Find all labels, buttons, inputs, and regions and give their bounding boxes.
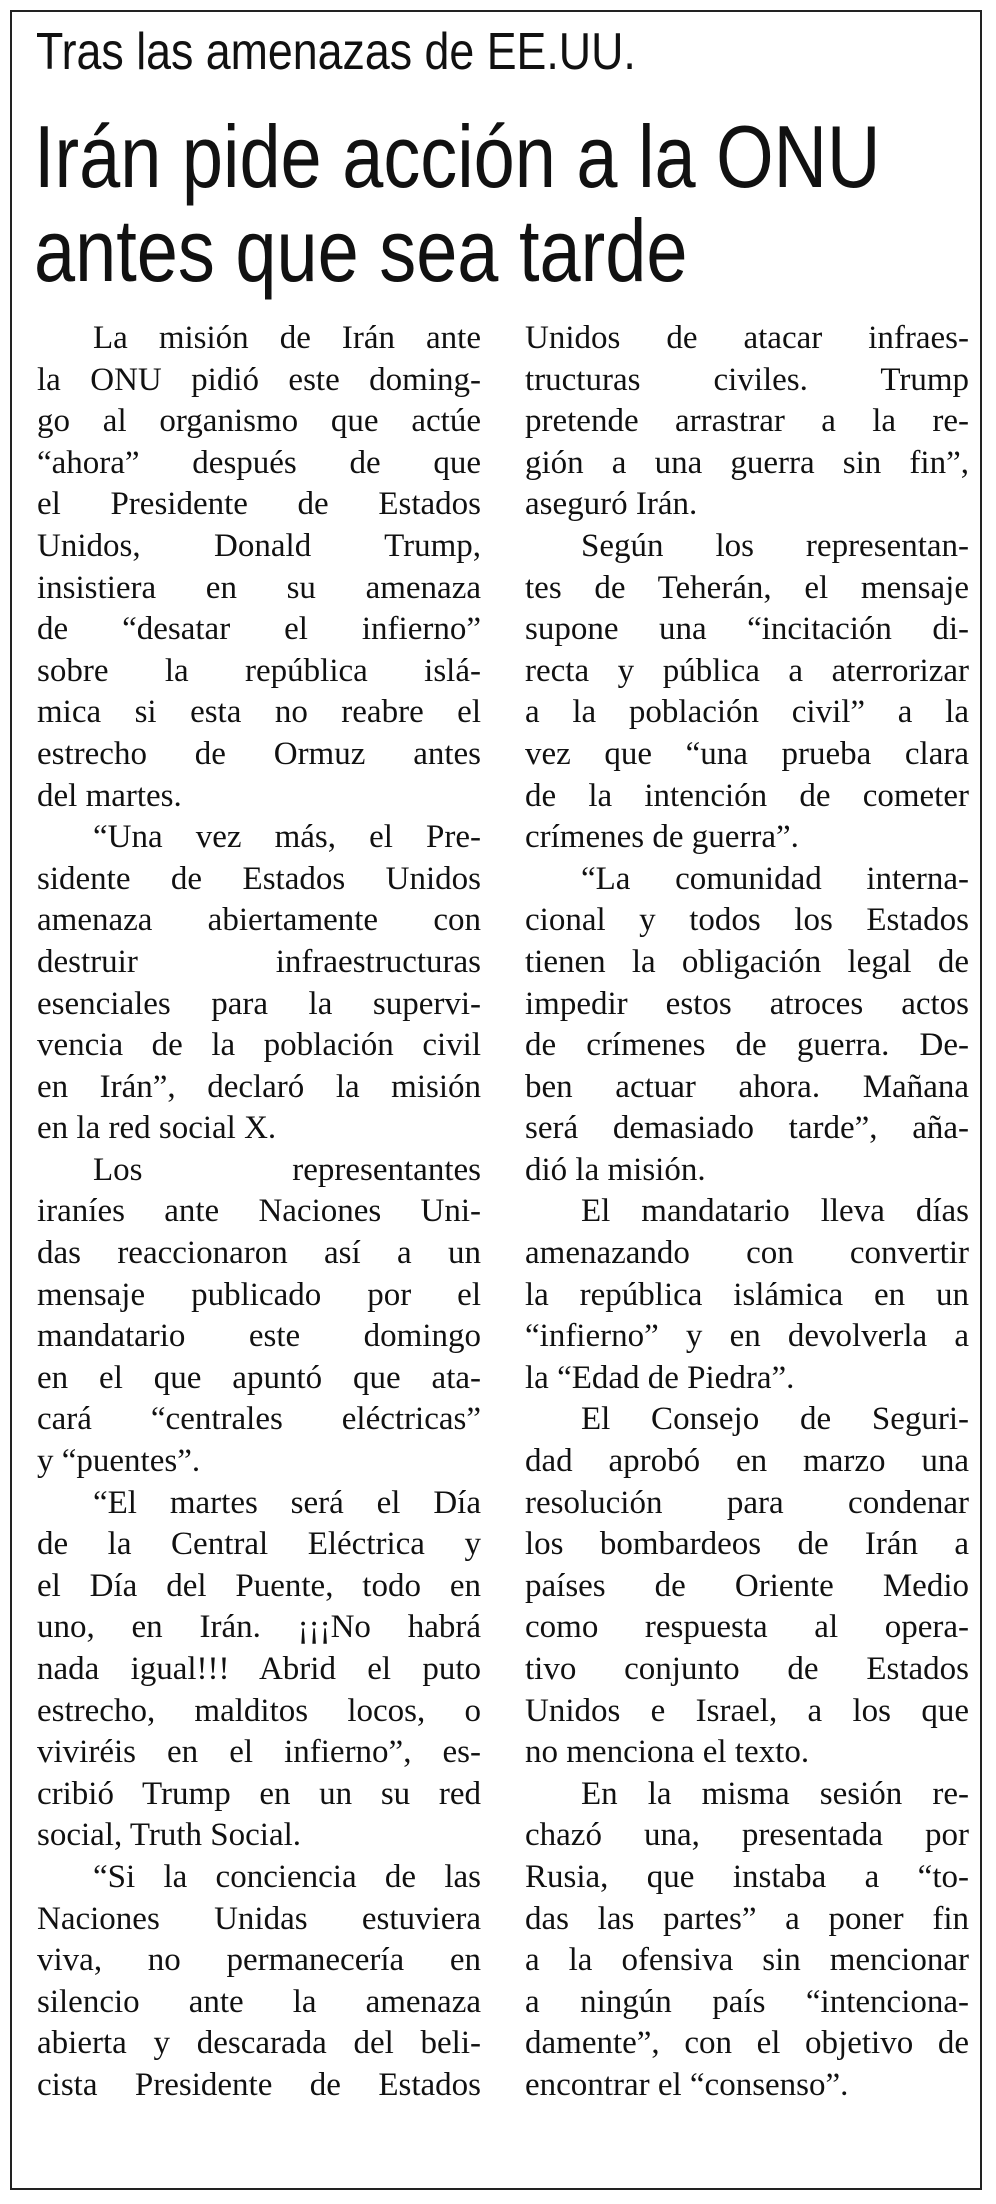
article-column-left (37, 318, 481, 2107)
body-text-line: de la intención de cometer (525, 777, 969, 814)
body-text-line: y “puentes”. (37, 1443, 201, 1480)
body-text-line: Unidos, Donald Trump, (37, 527, 481, 564)
body-text-line: a la población civil” a la (525, 694, 969, 731)
body-text-line: En la misma sesión re- (581, 1775, 969, 1812)
body-text-line: iraníes ante Naciones Uni- (37, 1193, 481, 1230)
body-text-line: aseguró Irán. (525, 486, 698, 523)
body-text-line: El Consejo de Seguri- (581, 1401, 969, 1438)
body-text-line: ben actuar ahora. Mañana (525, 1068, 969, 1105)
body-text-line: uno, en Irán. ¡¡¡No habrá (37, 1609, 481, 1646)
body-text-line: dad aprobó en marzo una (525, 1443, 969, 1480)
body-text-line: das reaccionaron así a un (37, 1235, 481, 1272)
body-text-line: Unidos de atacar infraes- (525, 320, 969, 356)
body-text-line: a la ofensiva sin mencionar (525, 1942, 969, 1979)
body-text-line: El mandatario lleva días (581, 1193, 969, 1230)
body-text-line: “La comunidad interna- (581, 860, 969, 897)
body-text-line: encontrar el “consenso”. (525, 2066, 849, 2103)
body-text-line: vencia de la población civil (37, 1027, 481, 1064)
article-column-right (525, 318, 969, 2107)
body-text-line: tes de Teherán, el mensaje (525, 569, 969, 606)
body-text-line: los bombardeos de Irán a (525, 1526, 969, 1563)
body-text-line: dió la misión. (525, 1151, 706, 1188)
body-text-line: la ONU pidió este doming- (37, 361, 481, 398)
body-text-line: no menciona el texto. (525, 1734, 810, 1771)
body-text-line: sidente de Estados Unidos (37, 860, 481, 897)
body-text-line: damente”, con el objetivo de (525, 2025, 969, 2062)
body-text-line: nada igual!!! Abrid el puto (37, 1651, 481, 1687)
body-text-line: supone una “incitación di- (525, 611, 969, 648)
body-text-line: “ahora” después de que (37, 444, 481, 481)
body-text-line: países de Oriente Medio (525, 1567, 969, 1604)
body-text-line: recta y pública a aterrorizar (525, 652, 969, 689)
article-kicker: Tras las amenazas de EE.UU. (36, 23, 636, 81)
body-text-line: “El martes será el Día (93, 1484, 481, 1521)
body-text-line: crímenes de guerra”. (525, 819, 799, 856)
body-text-line: estrecho, malditos locos, o (37, 1692, 481, 1729)
body-text-line: viviréis en el infierno”, es- (37, 1734, 481, 1771)
body-text-line: esenciales para la supervi- (37, 985, 481, 1022)
headline-line-1: Irán pide acción a la ONU (34, 107, 881, 206)
body-text-line: cional y todos los Estados (525, 902, 969, 939)
body-text-line: abierta y descarada del beli- (37, 2025, 481, 2062)
body-text-line: será demasiado tarde”, aña- (525, 1110, 969, 1147)
body-text-line: das las partes” a poner fin (525, 1900, 969, 1937)
body-text-line: a ningún país “intenciona- (525, 1983, 969, 2020)
body-text-line: La misión de Irán ante (93, 320, 481, 356)
body-text-line: el Día del Puente, todo en (37, 1567, 481, 1604)
body-text-line: como respuesta al opera- (525, 1609, 969, 1646)
body-text-line: chazó una, presentada por (525, 1817, 969, 1854)
body-text-line: amenaza abiertamente con (37, 902, 481, 939)
body-text-line: la “Edad de Piedra”. (525, 1359, 795, 1396)
body-text-line: del martes. (37, 777, 182, 814)
body-text-line: tienen la obligación legal de (525, 943, 969, 980)
body-text-line: en el que apuntó que ata- (37, 1359, 481, 1396)
body-text-line: Unidos e Israel, a los que (525, 1692, 969, 1729)
body-text-line: en Irán”, declaró la misión (37, 1068, 481, 1105)
body-text-line: estrecho de Ormuz antes (37, 735, 481, 772)
body-text-line: resolución para condenar (525, 1484, 969, 1521)
body-text-line: impedir estos atroces actos (525, 985, 969, 1022)
body-text-line: Naciones Unidas estuviera (37, 1900, 481, 1937)
body-text-line: insistiera en su amenaza (37, 569, 481, 606)
body-text-line: pretende arrastrar a la re- (525, 403, 969, 440)
body-text-line: “Si la conciencia de las (93, 1858, 481, 1895)
body-text-line: Según los representan- (581, 527, 969, 564)
body-text-line: cará “centrales eléctricas” (37, 1401, 481, 1438)
body-text-line: gión a una guerra sin fin”, (525, 444, 969, 481)
body-text-line: sobre la república islá- (37, 652, 481, 689)
body-text-line: Rusia, que instaba a “to- (525, 1858, 969, 1895)
body-text-line: tructuras civiles. Trump (525, 361, 969, 398)
body-text-line: social, Truth Social. (37, 1817, 302, 1854)
body-text-line: cista Presidente de Estados (37, 2066, 481, 2103)
body-text-line: viva, no permanecería en (37, 1942, 481, 1979)
body-text-line: “infierno” y en devolverla a (525, 1318, 969, 1355)
body-text-line: mensaje publicado por el (37, 1276, 481, 1313)
body-text-line: destruir infraestructuras (37, 943, 481, 980)
body-text-line: amenazando con convertir (525, 1235, 969, 1272)
body-text-line: vez que “una prueba clara (525, 735, 969, 772)
body-text-line: el Presidente de Estados (37, 486, 481, 523)
body-text-line: tivo conjunto de Estados (525, 1651, 969, 1687)
body-text-line: mica si esta no reabre el (37, 694, 481, 731)
body-text-line: la república islámica en un (525, 1276, 969, 1313)
body-text-line: go al organismo que actúe (37, 403, 481, 440)
body-text-line: mandatario este domingo (37, 1318, 481, 1355)
article-headline (34, 107, 881, 300)
body-text-line: silencio ante la amenaza (37, 1983, 481, 2020)
body-text-line: Los representantes (93, 1151, 481, 1188)
body-text-line: en la red social X. (37, 1110, 277, 1147)
body-text-line: de crímenes de guerra. De- (525, 1027, 969, 1064)
body-text-line: cribió Trump en un su red (37, 1775, 481, 1812)
body-text-line: de “desatar el infierno” (37, 611, 481, 648)
body-text-line: “Una vez más, el Pre- (93, 819, 481, 856)
headline-line-2: antes que sea tarde (34, 201, 688, 300)
body-text-line: de la Central Eléctrica y (37, 1526, 481, 1563)
